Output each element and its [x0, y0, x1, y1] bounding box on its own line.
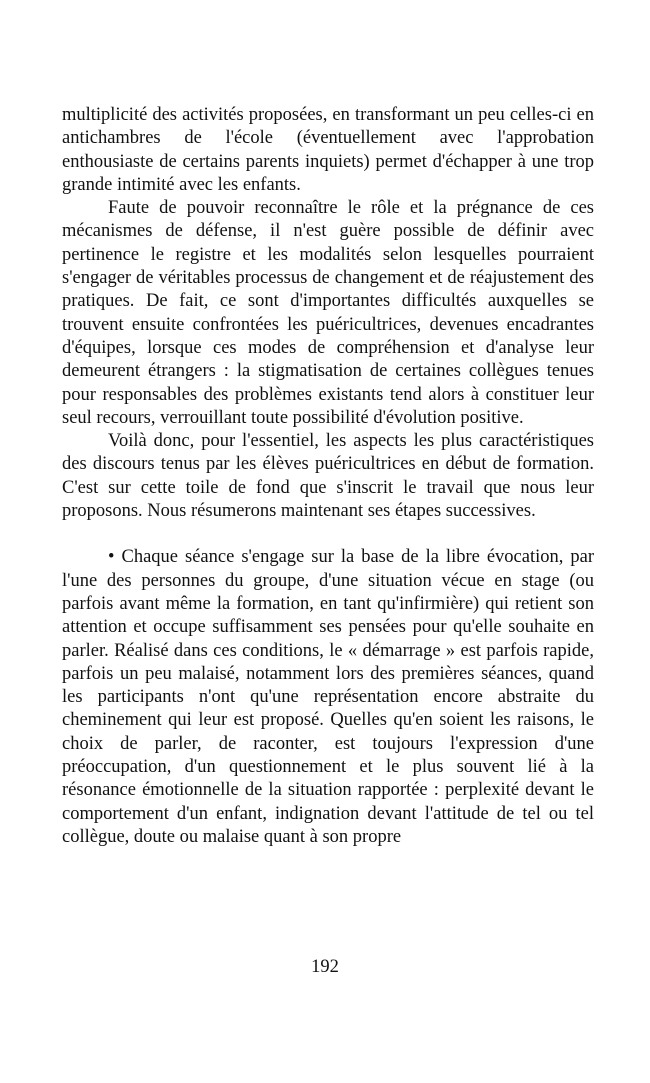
bullet-icon: • — [108, 547, 115, 568]
paragraph-1: multiplicité des activités proposées, en transformant un peu celles-ci en antichambres de l'école (éventuellement avec l'approbation enthousiaste de certains parents inquiets) permet d'échapper à une trop grande intimité avec les enfants. — [62, 105, 594, 195]
paragraph-2: Faute de pouvoir reconnaître le rôle et la prégnance de ces mécanismes de défense, il n'est guère possible de définir avec pertinence le registre et les modalités selon lesquelles pourraient s'engager de véritables processus de changement et de réajustement des pratiques. De fait, ce sont d'importantes difficultés auxquelles se trouvent ensuite confrontées les puéricultrices, devenues encadrantes d'équipes, lorsque ces modes de compréhension et d'analyse leur demeurent étrangers : la stigmatisation de certaines collègues tenues pour responsables des problèmes existants tend alors à constituer leur seul recours, verrouillant toute possibilité d'évolution positive. — [62, 198, 594, 428]
page-number: 192 — [311, 957, 339, 977]
paragraph-4-text: Chaque séance s'engage sur la base de la libre évocation, par l'une des personnes du groupe, d'une situation vécue en stage (ou parfois avant même la formation, en tant qu'infirmière) qui retient son attention et occupe suffisamment ses pensées pour qu'elle souhaite en parler. Réalisé dans ces conditions, le « démarrage » est parfois rapide, parfois un peu malaisé, notamment lors des premières séances, quand les participants n'ont qu'une représentation encore abstraite du cheminement qui leur est proposé. Quelles qu'en soient les raisons, le choix de parler, de raconter, est toujours l'expression d'une préoccupation, d'un questionnement et le plus souvent lié à la résonance émotionnelle de la situation rapportée : perplexité devant le comportement d'un enfant, indignation devant l'attitude de tel ou tel collègue, doute ou malaise quant à son propre — [62, 547, 595, 847]
page-body — [62, 104, 594, 849]
paragraph-4-bullet — [62, 546, 594, 849]
paragraph-3: Voilà donc, pour l'essentiel, les aspects les plus caractéristiques des discours tenus par les élèves puéricultrices en début de formation. C'est sur cette toile de fond que s'inscrit le travail que nous leur proposons. Nous résumerons maintenant ses étapes successives. — [62, 431, 594, 522]
